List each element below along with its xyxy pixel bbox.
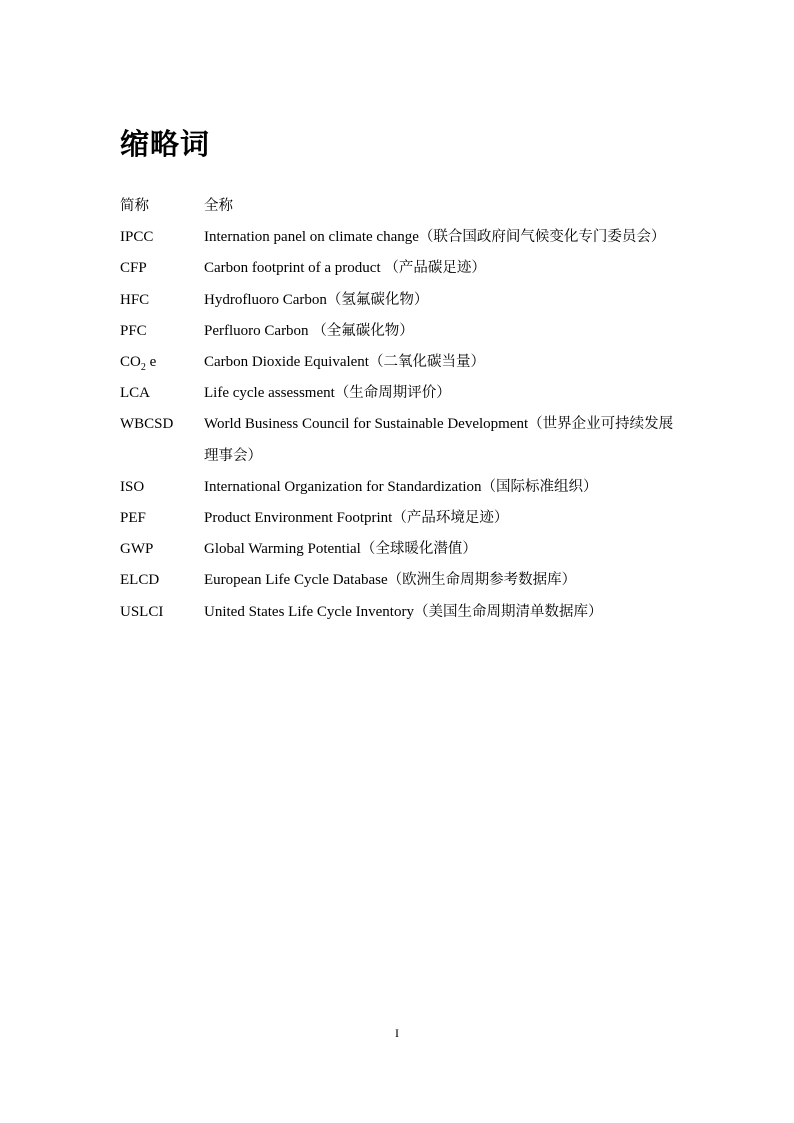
full-name-cell — [204, 534, 680, 565]
full-name-cn: （产品碳足迹） — [384, 260, 486, 277]
abbr-subscript: 2 — [140, 362, 146, 374]
abbr-cell: ISO — [120, 478, 145, 495]
table-row — [120, 253, 680, 284]
abbr-cell: IPCC — [120, 229, 154, 246]
full-name-cn: （产品环境足迹） — [392, 510, 509, 527]
full-name-cn: （世界企业可持续发展理事会） — [204, 416, 674, 464]
abbr-cell: CFP — [120, 260, 147, 277]
abbreviation-table — [120, 191, 680, 628]
full-name-en: European Life Cycle Database — [204, 572, 388, 589]
table-row — [120, 534, 680, 565]
abbr-cell: HFC — [120, 291, 150, 308]
full-name-cell — [204, 378, 680, 409]
full-name-en: Perfluoro Carbon — [204, 322, 313, 339]
abbr-cell: GWP — [120, 541, 154, 558]
full-name-cell — [204, 597, 680, 628]
full-name-cn: （二氧化碳当量） — [368, 354, 485, 371]
page-number: I — [395, 1026, 399, 1040]
full-name-cell — [204, 222, 680, 253]
table-row — [120, 597, 680, 628]
table-row — [120, 285, 680, 316]
abbr-cell — [120, 347, 204, 378]
abbr-column-header: 简称 — [120, 198, 149, 214]
page-title: 缩略词 — [120, 127, 211, 161]
full-name-cn: （欧洲生命周期参考数据库） — [387, 572, 577, 589]
full-name-en: Carbon footprint of a product — [204, 260, 385, 277]
table-row — [120, 378, 680, 409]
abbr-cell: ELCD — [120, 572, 160, 589]
abbr-tail: e — [145, 354, 157, 371]
table-row — [120, 472, 680, 503]
table-header-row — [120, 191, 680, 222]
full-name-cell — [204, 253, 680, 284]
full-name-cell — [204, 347, 680, 378]
abbr-cell: LCA — [120, 385, 150, 402]
table-row — [120, 409, 680, 471]
full-name-column-header: 全称 — [204, 198, 233, 214]
full-name-en: Product Environment Footprint — [204, 510, 393, 527]
full-name-cell — [204, 285, 680, 316]
abbr-cell: PEF — [120, 510, 146, 527]
table-row — [120, 565, 680, 596]
full-name-en: International Organization for Standardization — [204, 478, 482, 495]
full-name-en: Global Warming Potential — [204, 541, 361, 558]
full-name-en: Internation panel on climate change — [204, 229, 419, 246]
table-row — [120, 316, 680, 347]
full-name-en: World Business Council for Sustainable Development — [204, 416, 529, 433]
full-name-cn: （美国生命周期清单数据库） — [413, 603, 603, 620]
full-name-en: United States Life Cycle Inventory — [204, 603, 414, 620]
abbr-cell: PFC — [120, 322, 147, 339]
table-row — [120, 503, 680, 534]
full-name-cell — [204, 316, 680, 347]
table-row — [120, 222, 680, 253]
full-name-cn: （全氟碳化物） — [312, 322, 414, 339]
full-name-cn: （氢氟碳化物） — [326, 291, 429, 308]
full-name-cn: （联合国政府间气候变化专门委员会） — [418, 229, 666, 246]
full-name-en: Life cycle assessment — [204, 385, 335, 402]
full-name-cn: （国际标准组织） — [481, 478, 598, 495]
full-name-cell — [204, 472, 680, 503]
abbr-cell: WBCSD — [120, 416, 174, 433]
full-name-cn: （全球暖化潜值） — [360, 541, 477, 558]
full-name-en: Carbon Dioxide Equivalent — [204, 354, 369, 371]
abbr-cell: USLCI — [120, 603, 164, 620]
abbr-main: CO — [120, 354, 141, 371]
full-name-cell — [204, 565, 680, 596]
full-name-cell — [204, 409, 680, 471]
full-name-cell — [204, 503, 680, 534]
table-row — [120, 347, 680, 378]
full-name-en: Hydrofluoro Carbon — [204, 291, 327, 308]
full-name-cn: （生命周期评价） — [334, 385, 451, 402]
